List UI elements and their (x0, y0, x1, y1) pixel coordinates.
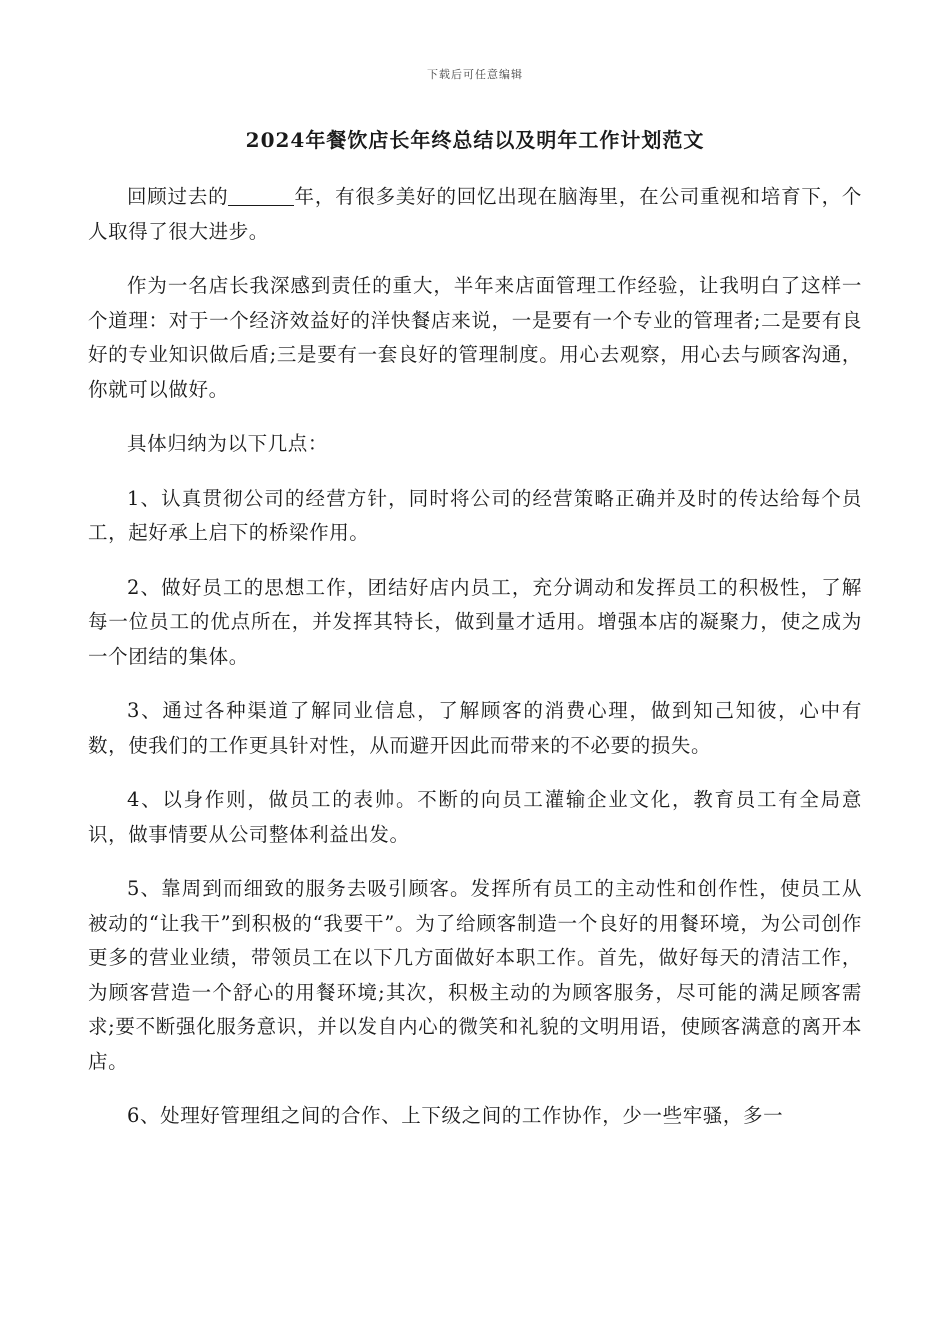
list-item-6: 6、处理好管理组之间的合作、上下级之间的工作协作，少一些牢骚，多一 (127, 1104, 784, 1127)
intro-text-end: 年，有很多美好的回忆出现在脑海里，在公司重视和培育下，个人取得了很大进步。 (88, 185, 862, 243)
paragraph-responsibility: 作为一名店长我深感到责任的重大，半年来店面管理工作经验，让我明白了这样一个道理：对于一个经济效益好的洋快餐店来说，一是要有一个专业的管理者;二是要有良好的专业知识做后盾;三是要有一套良好的管理制度。用心去观察，用心去与顾客沟通，你就可以做好。 (88, 274, 862, 401)
intro-paragraph (88, 180, 862, 249)
list-item-4: 4、以身作则，做员工的表帅。不断的向员工灌输企业文化，教育员工有全局意识，做事情要从公司整体利益出发。 (88, 788, 862, 846)
list-item-2: 2、做好员工的思想工作，团结好店内员工，充分调动和发挥员工的积极性，了解每一位员工的优点所在，并发挥其特长，做到量才适用。增强本店的凝聚力，使之成为一个团结的集体。 (88, 575, 862, 668)
intro-text-start: 回顾过去的 (127, 185, 229, 208)
fill-in-blank (228, 185, 294, 206)
list-item-1: 1、认真贯彻公司的经营方针，同时将公司的经营策略正确并及时的传达给每个员工，起好承上启下的桥梁作用。 (88, 486, 862, 544)
paragraph-summary-lead: 具体归纳为以下几点： (127, 432, 329, 455)
header-note: 下载后可任意编辑 (427, 68, 523, 81)
document-body (88, 180, 862, 1154)
document-title: 2024年餐饮店长年终总结以及明年工作计划范文 (245, 128, 705, 152)
list-item-3: 3、通过各种渠道了解同业信息，了解顾客的消费心理，做到知己知彼，心中有数，使我们的工作更具针对性，从而避开因此而带来的不必要的损失。 (88, 699, 862, 757)
list-item-5: 5、靠周到而细致的服务去吸引顾客。发挥所有员工的主动性和创作性，使员工从被动的“让我干”到积极的“我要干”。为了给顾客制造一个良好的用餐环境，为公司创作更多的营业业绩，带领员工在以下几方面做好本职工作。首先，做好每天的清洁工作，为顾客营造一个舒心的用餐环境;其次，积极主动的为顾客服务，尽可能的满足顾客需求;要不断强化服务意识，并以发自内心的微笑和礼貌的文明用语，使顾客满意的离开本店。 (88, 877, 862, 1073)
